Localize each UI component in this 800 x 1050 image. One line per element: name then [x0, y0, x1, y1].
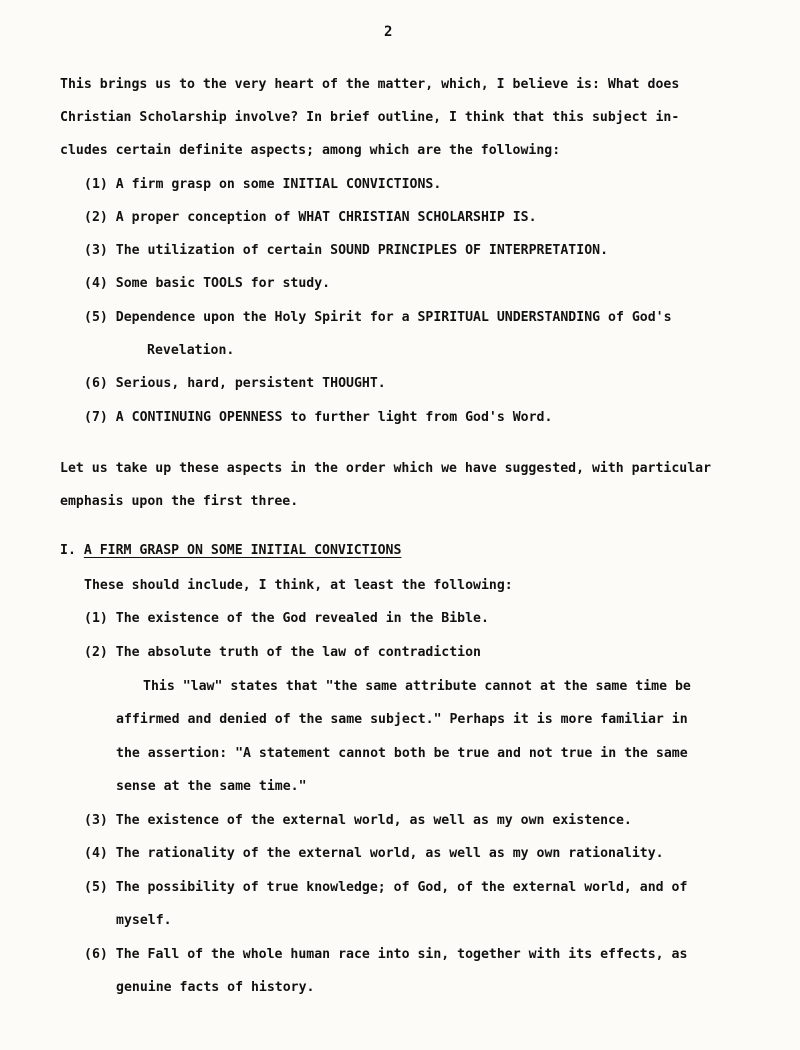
aspect-item: (6) Serious, hard, persistent THOUGHT. [84, 376, 386, 391]
page-number: 2 [384, 24, 393, 40]
conviction-item: (5) The possibility of true knowledge; of God, of the external world, and of [84, 880, 688, 895]
transition-line: emphasis upon the first three. [60, 494, 299, 509]
transition-line: Let us take up these aspects in the order which we have suggested, with particular [60, 461, 712, 476]
intro-line: Christian Scholarship involve? In brief outline, I think that this subject in- [60, 110, 680, 125]
intro-line: cludes certain definite aspects; among which are the following: [60, 143, 561, 158]
aspect-item: (2) A proper conception of WHAT CHRISTIAN SCHOLARSHIP IS. [84, 210, 537, 225]
aspect-item: (4) Some basic TOOLS for study. [84, 276, 331, 291]
conviction-item: (2) The absolute truth of the law of contradiction [84, 645, 481, 660]
aspect-item: (7) A CONTINUING OPENNESS to further light from God's Word. [84, 410, 553, 425]
section-intro: These should include, I think, at least the following: [84, 578, 513, 593]
aspect-item: (5) Dependence upon the Holy Spirit for a SPIRITUAL UNDERSTANDING of God's [84, 310, 672, 325]
conviction-note: affirmed and denied of the same subject." Perhaps it is more familiar in [116, 712, 688, 727]
conviction-item-continuation: genuine facts of history. [116, 980, 315, 995]
conviction-item: (3) The existence of the external world, as well as my own existence. [84, 813, 632, 828]
conviction-item-continuation: myself. [116, 913, 172, 928]
section-title: A FIRM GRASP ON SOME INITIAL CONVICTIONS [83, 543, 402, 558]
section-heading [60, 543, 401, 558]
conviction-item: (1) The existence of the God revealed in the Bible. [84, 611, 489, 626]
conviction-note: sense at the same time." [116, 779, 307, 794]
conviction-note: the assertion: "A statement cannot both be true and not true in the same [116, 746, 688, 761]
intro-line: This brings us to the very heart of the matter, which, I believe is: What does [60, 77, 680, 92]
section-number: I. [60, 543, 76, 558]
aspect-item: (1) A firm grasp on some INITIAL CONVICTIONS. [84, 177, 442, 192]
aspect-item-continuation: Revelation. [147, 343, 235, 358]
aspect-item: (3) The utilization of certain SOUND PRINCIPLES OF INTERPRETATION. [84, 243, 609, 258]
conviction-item: (6) The Fall of the whole human race into sin, together with its effects, as [84, 947, 688, 962]
conviction-note: This "law" states that "the same attribute cannot at the same time be [143, 679, 691, 694]
conviction-item: (4) The rationality of the external world, as well as my own rationality. [84, 846, 664, 861]
